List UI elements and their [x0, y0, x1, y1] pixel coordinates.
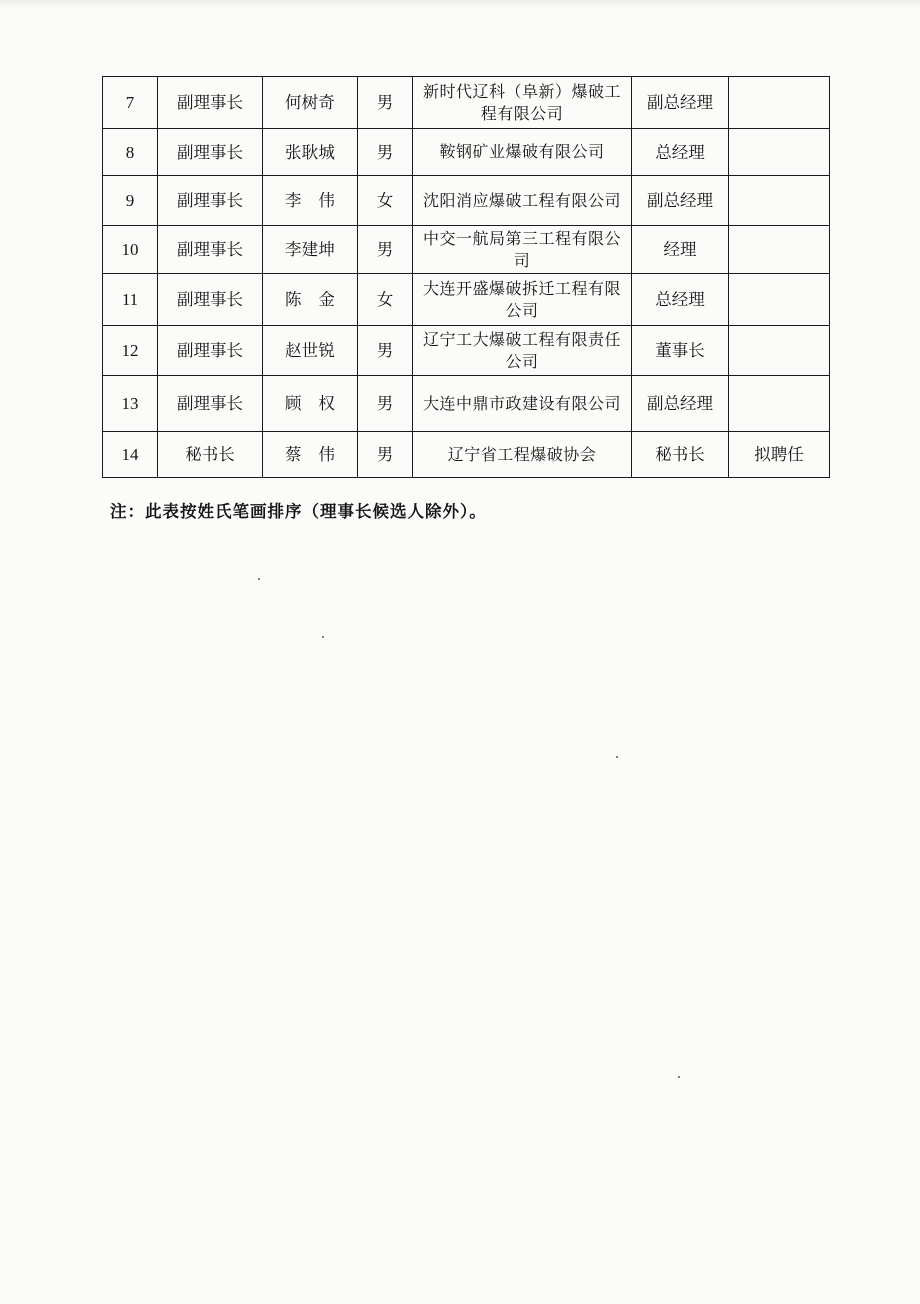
row-remark [729, 129, 830, 176]
row-number: 14 [103, 432, 158, 478]
table-footnote: 注：此表按姓氏笔画排序（理事长候选人除外）。 [110, 502, 487, 521]
table-row [103, 226, 830, 274]
row-remark [729, 77, 830, 129]
row-name: 李 伟 [263, 176, 358, 226]
row-remark [729, 226, 830, 274]
row-number: 10 [103, 226, 158, 274]
row-role: 副理事长 [158, 226, 263, 274]
row-title: 董事长 [632, 326, 729, 376]
row-remark [729, 176, 830, 226]
row-role: 副理事长 [158, 176, 263, 226]
row-number: 11 [103, 274, 158, 326]
row-name: 李建坤 [263, 226, 358, 274]
row-gender: 男 [358, 226, 413, 274]
row-gender: 男 [358, 326, 413, 376]
row-remark [729, 376, 830, 432]
row-name: 陈 金 [263, 274, 358, 326]
row-title: 副总经理 [632, 376, 729, 432]
scan-edge-shadow [0, 0, 920, 8]
table-row [103, 326, 830, 376]
row-organization: 大连开盛爆破拆迁工程有限公司 [413, 274, 632, 326]
table-row [103, 129, 830, 176]
row-number: 9 [103, 176, 158, 226]
scan-speck [258, 578, 260, 580]
row-title: 总经理 [632, 274, 729, 326]
row-organization: 大连中鼎市政建设有限公司 [413, 376, 632, 432]
table-row [103, 274, 830, 326]
row-name: 赵世锐 [263, 326, 358, 376]
row-remark [729, 326, 830, 376]
row-remark [729, 274, 830, 326]
row-title: 秘书长 [632, 432, 729, 478]
candidate-table [102, 76, 830, 478]
row-gender: 女 [358, 176, 413, 226]
row-name: 张耿城 [263, 129, 358, 176]
row-gender: 女 [358, 274, 413, 326]
scan-speck [678, 1076, 680, 1078]
row-name: 顾 权 [263, 376, 358, 432]
row-organization: 辽宁省工程爆破协会 [413, 432, 632, 478]
row-gender: 男 [358, 376, 413, 432]
row-number: 7 [103, 77, 158, 129]
row-number: 12 [103, 326, 158, 376]
row-gender: 男 [358, 77, 413, 129]
row-organization: 新时代辽科（阜新）爆破工程有限公司 [413, 77, 632, 129]
table-row [103, 176, 830, 226]
table-row [103, 432, 830, 478]
row-role: 副理事长 [158, 129, 263, 176]
scan-speck [616, 756, 618, 758]
table-body [103, 77, 830, 478]
row-number: 8 [103, 129, 158, 176]
row-organization: 鞍钢矿业爆破有限公司 [413, 129, 632, 176]
row-role: 副理事长 [158, 326, 263, 376]
row-organization: 辽宁工大爆破工程有限责任公司 [413, 326, 632, 376]
row-role: 副理事长 [158, 77, 263, 129]
row-number: 13 [103, 376, 158, 432]
row-role: 秘书长 [158, 432, 263, 478]
table-row [103, 77, 830, 129]
row-title: 副总经理 [632, 176, 729, 226]
row-name: 何树奇 [263, 77, 358, 129]
row-role: 副理事长 [158, 274, 263, 326]
row-title: 总经理 [632, 129, 729, 176]
row-title: 副总经理 [632, 77, 729, 129]
scan-speck [322, 636, 324, 638]
row-gender: 男 [358, 432, 413, 478]
row-name: 蔡 伟 [263, 432, 358, 478]
row-gender: 男 [358, 129, 413, 176]
row-role: 副理事长 [158, 376, 263, 432]
table-row [103, 376, 830, 432]
row-remark: 拟聘任 [729, 432, 830, 478]
row-title: 经理 [632, 226, 729, 274]
row-organization: 沈阳消应爆破工程有限公司 [413, 176, 632, 226]
row-organization: 中交一航局第三工程有限公司 [413, 226, 632, 274]
